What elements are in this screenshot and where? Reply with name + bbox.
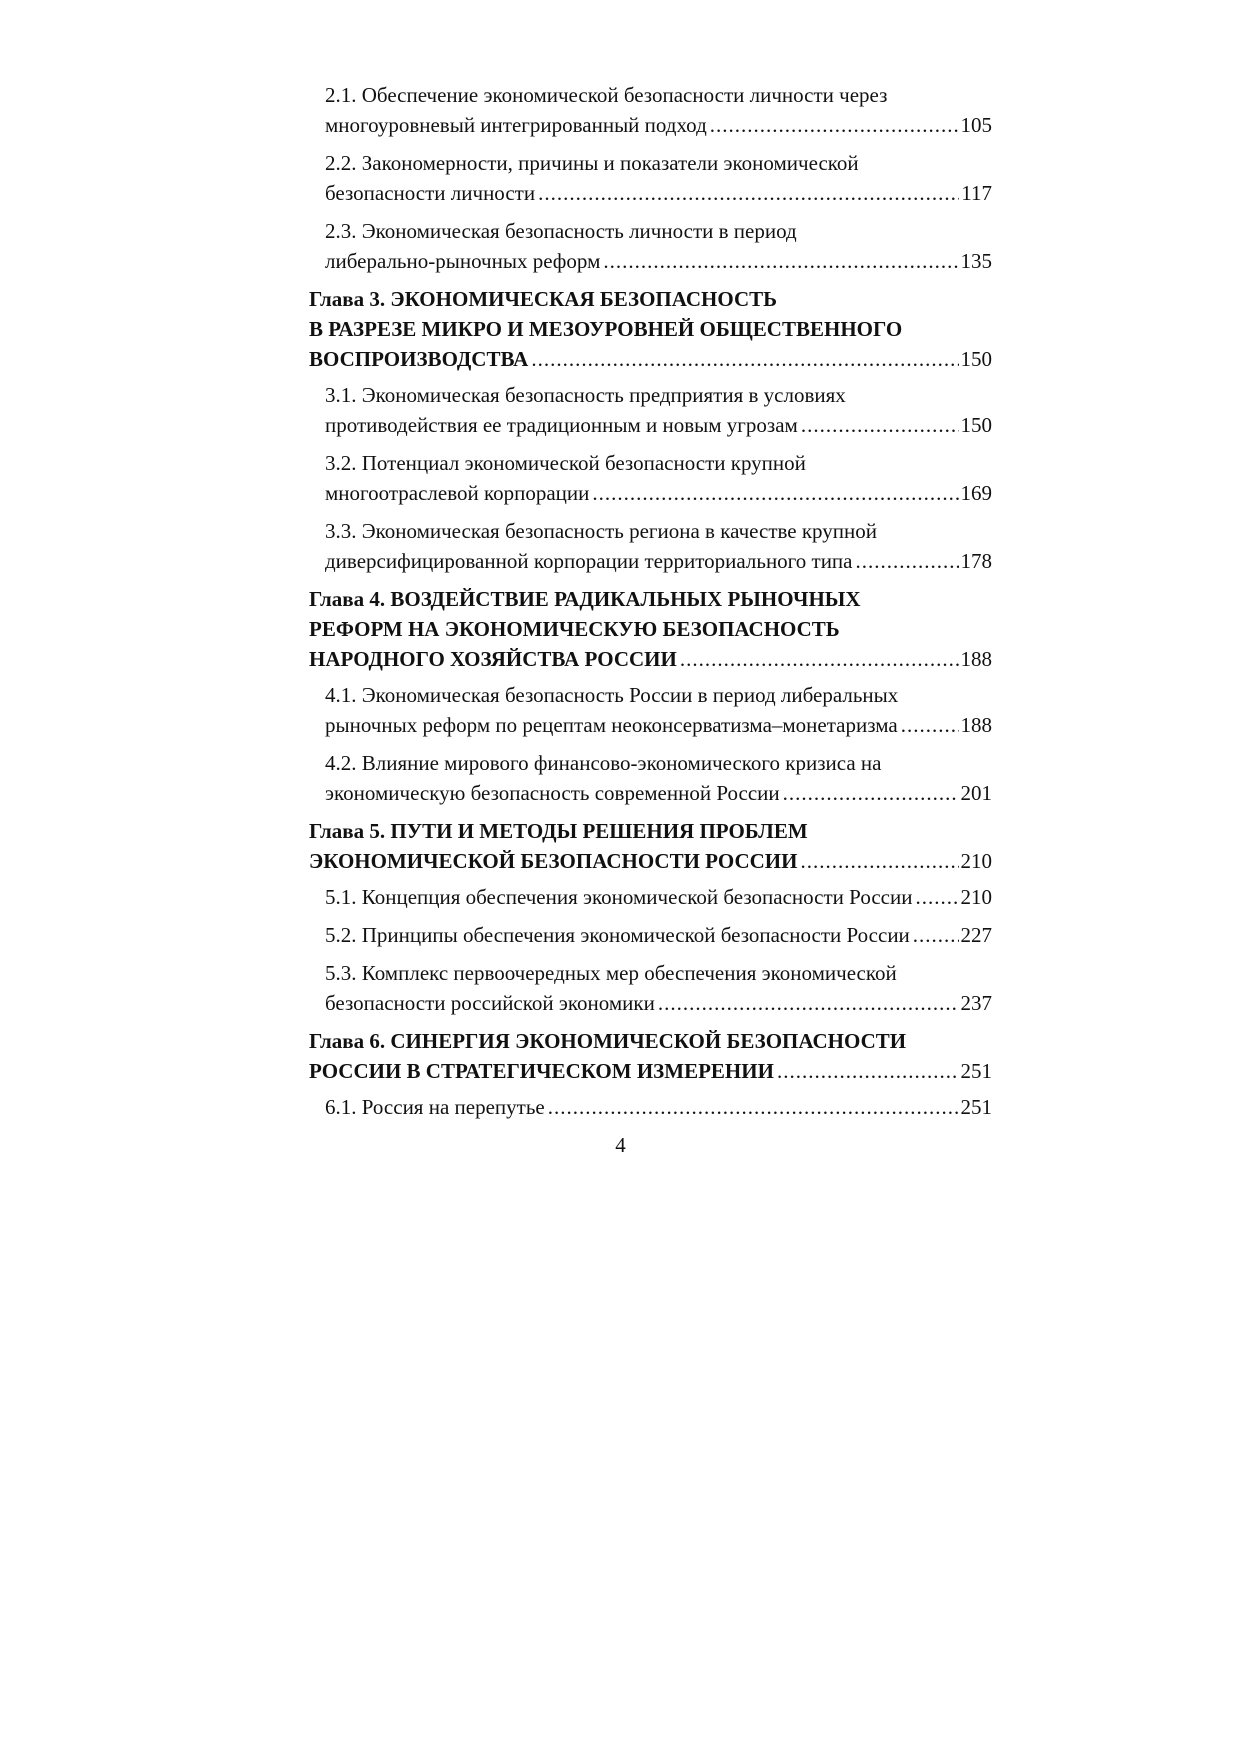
toc-section-entry <box>309 148 992 208</box>
toc-page-number: 210 <box>960 885 992 909</box>
toc-entry-final-line <box>325 920 992 950</box>
dot-leader <box>856 546 959 576</box>
toc-entry-title: безопасности российской экономики <box>325 991 655 1015</box>
dot-leader <box>783 778 959 808</box>
dot-leader <box>710 110 959 140</box>
toc-entry-title: ВОСПРОИЗВОДСТВА <box>309 347 529 371</box>
toc-section-entry <box>309 380 992 440</box>
page-number: 4 <box>615 1133 626 1157</box>
toc-entry-title: НАРОДНОГО ХОЗЯЙСТВА РОССИИ <box>309 647 677 671</box>
dot-leader <box>531 344 958 374</box>
toc-entry-line: Глава 6. СИНЕРГИЯ ЭКОНОМИЧЕСКОЙ БЕЗОПАСНОСТИ <box>309 1029 907 1053</box>
dot-leader <box>913 920 959 950</box>
toc-section-entry <box>309 920 992 950</box>
dot-leader <box>658 988 959 1018</box>
toc-section-entry <box>309 448 992 508</box>
toc-entry-final-line <box>309 846 992 876</box>
toc-entry-line: Глава 4. ВОЗДЕЙСТВИЕ РАДИКАЛЬНЫХ РЫНОЧНЫХ <box>309 587 861 611</box>
toc-page-number: 188 <box>960 713 992 737</box>
toc-entry-title: 6.1. Россия на перепутье <box>325 1095 545 1119</box>
toc-section-entry <box>309 1092 992 1122</box>
toc-entry-line: 4.2. Влияние мирового финансово-экономического кризиса на <box>325 751 882 775</box>
dot-leader <box>801 410 959 440</box>
toc-page-number: 178 <box>960 549 992 573</box>
toc-chapter-entry <box>309 1026 992 1086</box>
toc-entry-line: 2.1. Обеспечение экономической безопасности личности через <box>325 83 888 107</box>
toc-section-entry <box>309 216 992 276</box>
toc-section-entry <box>309 958 992 1018</box>
toc-entry-final-line <box>325 882 992 912</box>
toc-entry-final-line <box>325 988 992 1018</box>
toc-section-entry <box>309 748 992 808</box>
toc-entry-final-line <box>325 478 992 508</box>
toc-entry-final-line <box>325 778 992 808</box>
toc-entry-title: 5.2. Принципы обеспечения экономической безопасности России <box>325 923 910 947</box>
toc-entry-line: Глава 5. ПУТИ И МЕТОДЫ РЕШЕНИЯ ПРОБЛЕМ <box>309 819 808 843</box>
toc-entry-title: 5.1. Концепция обеспечения экономической безопасности России <box>325 885 913 909</box>
toc-entry-final-line <box>309 344 992 374</box>
toc-page-number: 251 <box>960 1059 992 1083</box>
toc-page-number: 135 <box>960 249 992 273</box>
dot-leader <box>592 478 958 508</box>
toc-page-number: 210 <box>960 849 992 873</box>
toc-entry-title: диверсифицированной корпорации территориального типа <box>325 549 853 573</box>
dot-leader <box>777 1056 959 1086</box>
toc-page-number: 227 <box>960 923 992 947</box>
toc-entry-title: РОССИИ В СТРАТЕГИЧЕСКОМ ИЗМЕРЕНИИ <box>309 1059 774 1083</box>
toc-entry-title: безопасности личности <box>325 181 536 205</box>
toc-page-number: 169 <box>960 481 992 505</box>
dot-leader <box>901 710 959 740</box>
toc-page-number: 150 <box>960 413 992 437</box>
toc-entry-title: многоуровневый интегрированный подход <box>325 113 707 137</box>
toc-entry-title: ЭКОНОМИЧЕСКОЙ БЕЗОПАСНОСТИ РОССИИ <box>309 849 798 873</box>
toc-section-entry <box>309 80 992 140</box>
toc-page-number: 117 <box>961 181 992 205</box>
toc-page-number: 188 <box>960 647 992 671</box>
toc-entry-line: 5.3. Комплекс первоочередных мер обеспечения экономической <box>325 961 897 985</box>
dot-leader <box>680 644 959 674</box>
toc-page-number: 201 <box>960 781 992 805</box>
toc-entry-line: 4.1. Экономическая безопасность России в период либеральных <box>325 683 899 707</box>
table-of-contents <box>309 80 992 1130</box>
toc-entry-line: РЕФОРМ НА ЭКОНОМИЧЕСКУЮ БЕЗОПАСНОСТЬ <box>309 617 840 641</box>
toc-entry-title: многоотраслевой корпорации <box>325 481 590 505</box>
toc-entry-title: либерально-рыночных реформ <box>325 249 601 273</box>
dot-leader <box>548 1092 959 1122</box>
toc-entry-final-line <box>325 410 992 440</box>
toc-section-entry <box>309 516 992 576</box>
toc-entry-line: 2.3. Экономическая безопасность личности в период <box>325 219 797 243</box>
toc-entry-line: 3.1. Экономическая безопасность предприятия в условиях <box>325 383 846 407</box>
toc-entry-final-line <box>309 1056 992 1086</box>
toc-entry-title: противодействия ее традиционным и новым угрозам <box>325 413 798 437</box>
toc-page-number: 251 <box>960 1095 992 1119</box>
dot-leader <box>538 178 959 208</box>
toc-chapter-entry <box>309 284 992 374</box>
toc-page-number: 237 <box>960 991 992 1015</box>
toc-chapter-entry <box>309 816 992 876</box>
toc-entry-title: экономическую безопасность современной России <box>325 781 780 805</box>
toc-entry-final-line <box>325 710 992 740</box>
toc-entry-line: В РАЗРЕЗЕ МИКРО И МЕЗОУРОВНЕЙ ОБЩЕСТВЕННОГО <box>309 317 903 341</box>
toc-entry-line: 3.3. Экономическая безопасность региона в качестве крупной <box>325 519 877 543</box>
toc-page-number: 150 <box>960 347 992 371</box>
toc-section-entry <box>309 680 992 740</box>
toc-chapter-entry <box>309 584 992 674</box>
toc-entry-final-line <box>325 1092 992 1122</box>
dot-leader <box>915 882 958 912</box>
toc-entry-final-line <box>325 110 992 140</box>
toc-entry-title: рыночных реформ по рецептам неоконсерватизма–монетаризма <box>325 713 898 737</box>
toc-entry-final-line <box>325 246 992 276</box>
toc-page-number: 105 <box>960 113 992 137</box>
toc-entry-line: Глава 3. ЭКОНОМИЧЕСКАЯ БЕЗОПАСНОСТЬ <box>309 287 778 311</box>
toc-section-entry <box>309 882 992 912</box>
dot-leader <box>800 846 958 876</box>
toc-entry-final-line <box>309 644 992 674</box>
toc-entry-final-line <box>325 546 992 576</box>
toc-entry-line: 3.2. Потенциал экономической безопасности крупной <box>325 451 806 475</box>
dot-leader <box>603 246 958 276</box>
toc-entry-line: 2.2. Закономерности, причины и показатели экономической <box>325 151 859 175</box>
toc-entry-final-line <box>325 178 992 208</box>
